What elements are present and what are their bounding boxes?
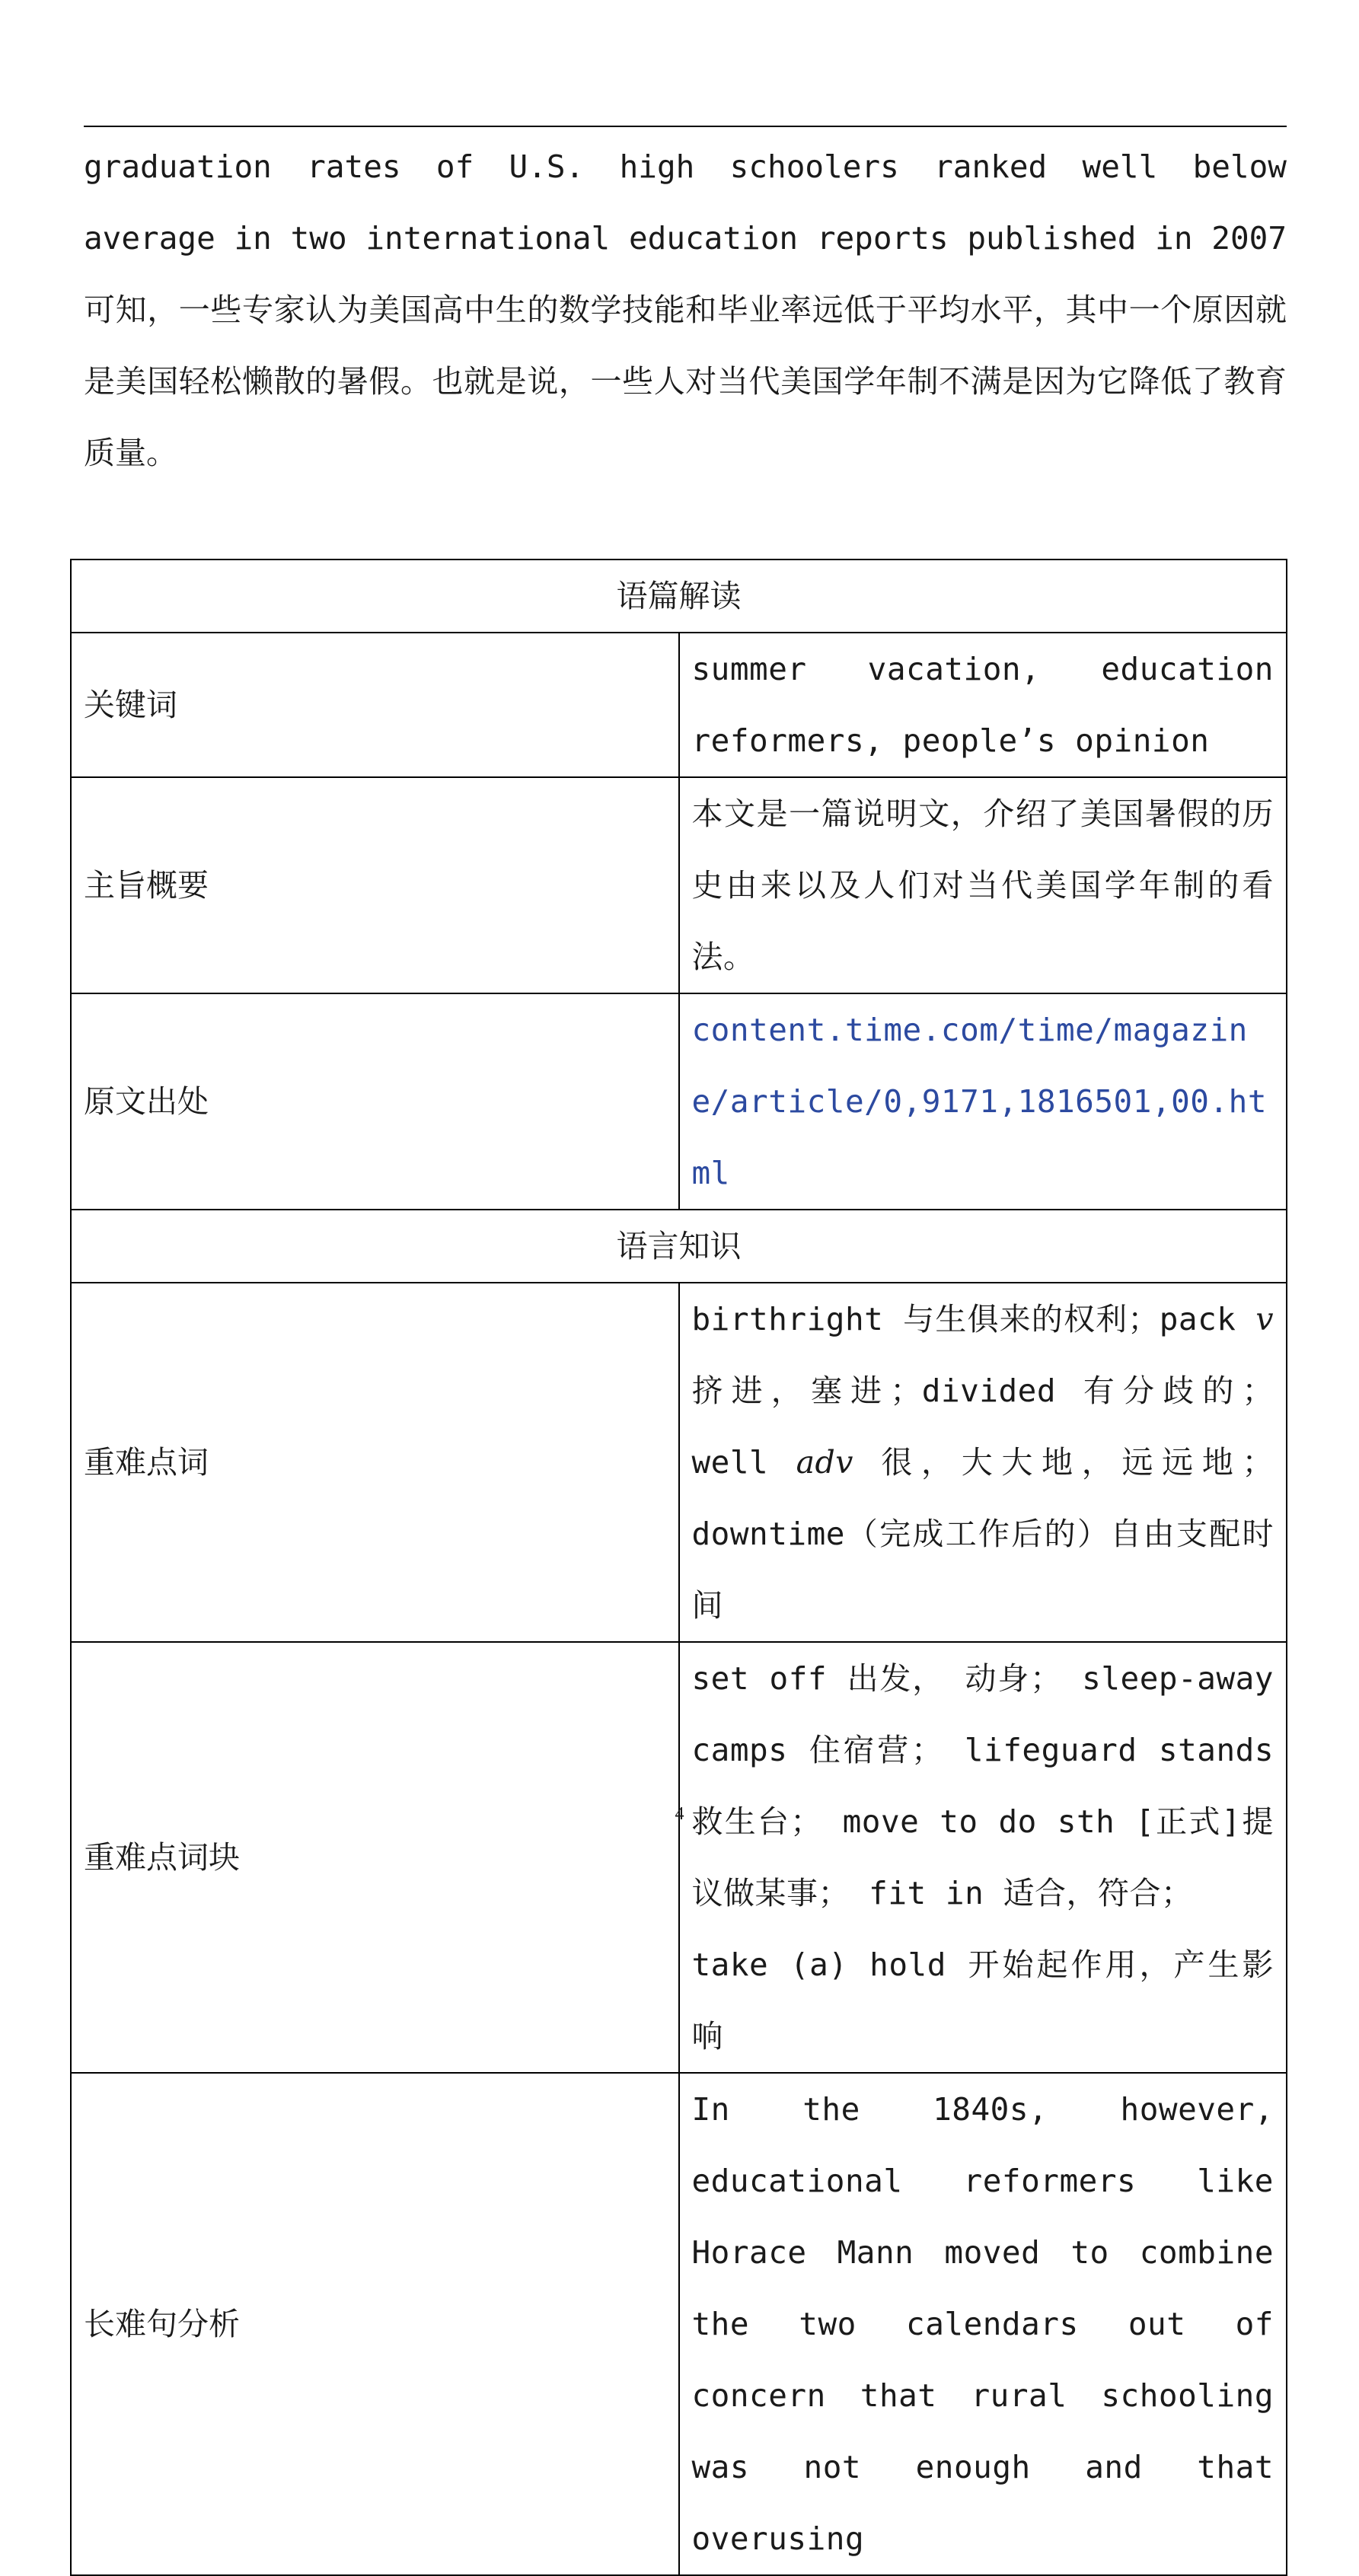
keywords-label: 关键词 bbox=[71, 633, 679, 777]
top-rule bbox=[84, 126, 1287, 127]
words-pos2: adv bbox=[796, 1444, 853, 1481]
summary-label: 主旨概要 bbox=[71, 777, 679, 993]
words-value bbox=[679, 1283, 1287, 1642]
table-row-sentence bbox=[71, 2073, 1287, 2575]
sentence-label: 长难句分析 bbox=[71, 2073, 679, 2575]
table-row-keywords bbox=[71, 633, 1287, 777]
section-title-language: 语言知识 bbox=[71, 1210, 1287, 1283]
summary-value: 本文是一篇说明文，介绍了美国暑假的历史由来以及人们对当代美国学年制的看法。 bbox=[679, 777, 1287, 993]
phrases-line2: take (a) hold 开始起作用，产生影响 bbox=[691, 1946, 1274, 2055]
table-row-summary bbox=[71, 777, 1287, 993]
phrases-value bbox=[679, 1642, 1287, 2073]
source-link[interactable]: content.time.com/time/magazine/article/0,9171,1816501,00.html bbox=[691, 1012, 1268, 1191]
phrases-label: 重难点词块 bbox=[71, 1642, 679, 2073]
section-title-reading: 语篇解读 bbox=[71, 560, 1287, 633]
phrases-line1: set off 出发， 动身； sleep-away camps 住宿营； lifeguard stands 救生台； move to do sth [正式]提议做某事； fit in 适合，符合； bbox=[691, 1660, 1274, 1911]
words-part3: 很，大大地，远远地； downtime（完成工作后的）自由支配时间 bbox=[691, 1444, 1274, 1624]
keywords-value: summer vacation, education reformers, people’s opinion bbox=[679, 633, 1287, 777]
sentence-value: In the 1840s, however, educational reformers like Horace Mann moved to combine the two calendars out of concern that rural schooling was not enough and that overusing bbox=[679, 2073, 1287, 2575]
words-label: 重难点词 bbox=[71, 1283, 679, 1642]
table-row-source bbox=[71, 993, 1287, 1210]
source-label: 原文出处 bbox=[71, 993, 679, 1210]
words-pos1: v bbox=[1255, 1301, 1274, 1337]
words-part1: birthright 与生俱来的权利；pack bbox=[691, 1301, 1256, 1337]
words-part2: 挤进，塞进；divided 有分歧的； well bbox=[691, 1372, 1274, 1481]
table-row-words bbox=[71, 1283, 1287, 1642]
reading-analysis-table bbox=[70, 559, 1287, 2576]
page-number: 4 bbox=[675, 1804, 684, 1824]
table-row-phrases bbox=[71, 1642, 1287, 2073]
intro-paragraph: graduation rates of U.S. high schoolers ranked well below average in two international education reports published in 2007 可知，一些专家认为美国高中生的数学技能和毕业率远低于平均水平，其中一个原因就是美国轻松懒散的暑假。也就是说，一些人对当代美国学年制不满是因为它降低了教育质量。 bbox=[84, 148, 1287, 471]
